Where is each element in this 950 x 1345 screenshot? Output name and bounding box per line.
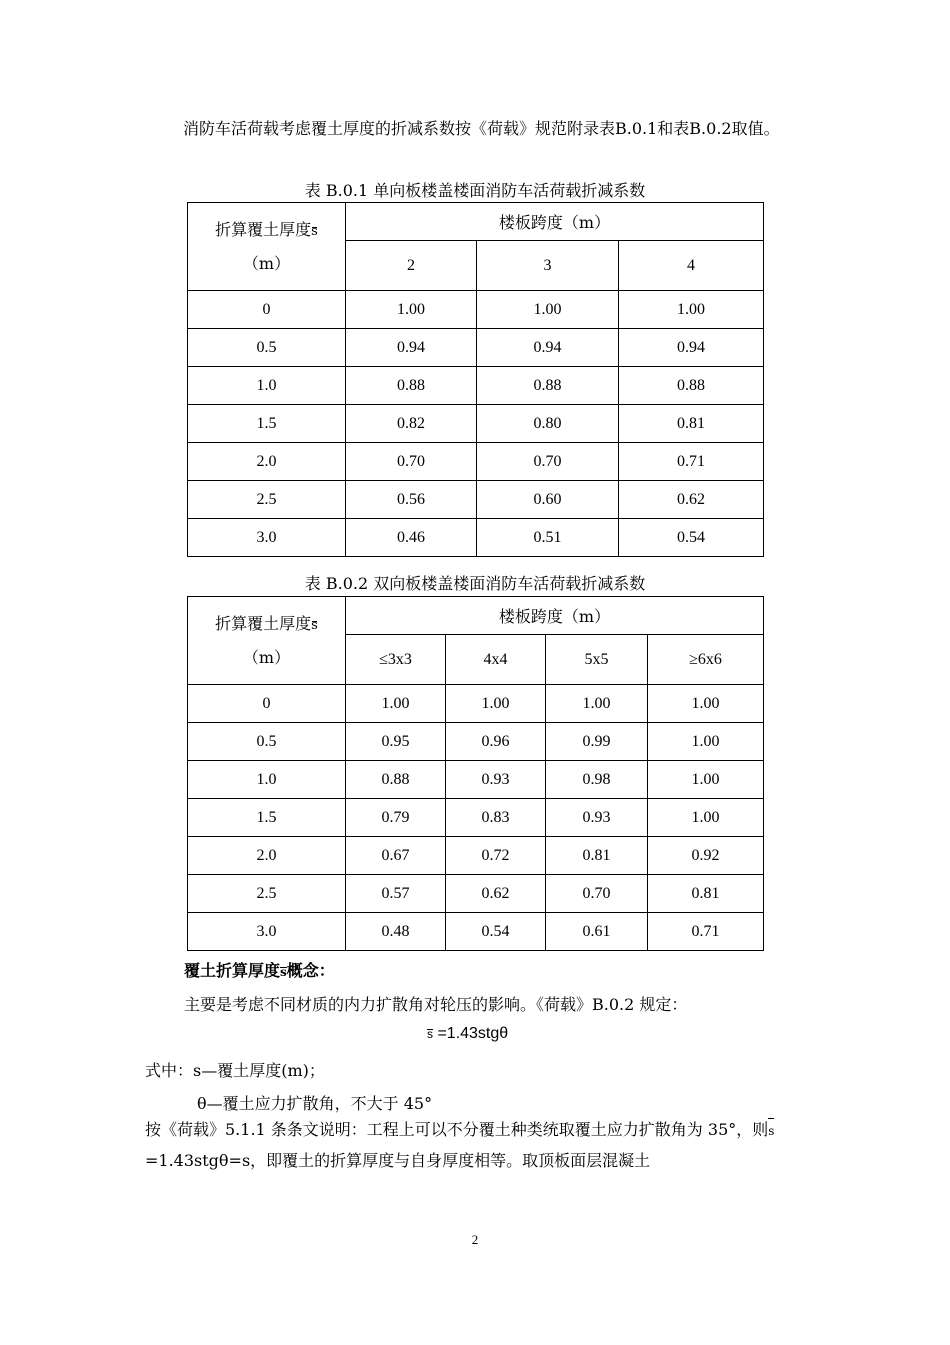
- factor-cell: 0.94: [346, 329, 477, 367]
- row-header-label: 折算覆土厚度: [215, 613, 312, 633]
- row-header-cell: [188, 597, 346, 685]
- factor-cell: 0.48: [346, 913, 446, 951]
- table-row: [188, 799, 764, 837]
- table2-caption: 表 B.0.2 双向板楼盖楼面消防车活荷载折减系数: [304, 574, 646, 593]
- factor-cell: 0.71: [648, 913, 764, 951]
- table-row: [188, 875, 764, 913]
- factor-cell: 0.88: [346, 367, 477, 405]
- depth-cell: 1.0: [188, 761, 346, 799]
- factor-cell: 0.93: [546, 799, 648, 837]
- factor-cell: 0.83: [446, 799, 546, 837]
- span-header: 楼板跨度（m）: [346, 597, 764, 635]
- factor-cell: 0.72: [446, 837, 546, 875]
- depth-cell: 0.5: [188, 723, 346, 761]
- table-row: [188, 723, 764, 761]
- table-row: [188, 329, 764, 367]
- factor-cell: 0.93: [446, 761, 546, 799]
- factor-cell: 0.81: [546, 837, 648, 875]
- s-bar-symbol: s: [768, 1116, 774, 1146]
- factor-cell: 0.88: [619, 367, 764, 405]
- factor-cell: 0.95: [346, 723, 446, 761]
- span-cell: ≥6x6: [648, 635, 764, 685]
- span-header: 楼板跨度（m）: [346, 203, 764, 241]
- factor-cell: 0.88: [346, 761, 446, 799]
- factor-cell: 1.00: [619, 291, 764, 329]
- depth-cell: 2.0: [188, 443, 346, 481]
- factor-cell: 0.94: [619, 329, 764, 367]
- factor-cell: 0.94: [477, 329, 619, 367]
- factor-cell: 0.57: [346, 875, 446, 913]
- factor-cell: 0.96: [446, 723, 546, 761]
- span-cell: 4: [619, 241, 764, 291]
- depth-cell: 0.5: [188, 329, 346, 367]
- factor-cell: 1.00: [648, 761, 764, 799]
- s-bar-symbol: s: [280, 965, 287, 979]
- factor-cell: 0.54: [446, 913, 546, 951]
- concept-heading: [184, 958, 335, 981]
- depth-cell: 1.0: [188, 367, 346, 405]
- factor-cell: 0.62: [619, 481, 764, 519]
- factor-cell: 0.60: [477, 481, 619, 519]
- factor-cell: 0.70: [346, 443, 477, 481]
- depth-cell: 2.5: [188, 875, 346, 913]
- page-number: 2: [471, 1232, 479, 1247]
- factor-cell: 0.54: [619, 519, 764, 557]
- factor-cell: 1.00: [648, 723, 764, 761]
- formula-rhs: =1.43stgθ: [433, 1025, 509, 1042]
- s-bar-symbol: s: [427, 1027, 433, 1041]
- factor-cell: 0.67: [346, 837, 446, 875]
- factor-cell: 1.00: [446, 685, 546, 723]
- concept-heading-text: 覆土折算厚度: [184, 961, 281, 980]
- span-cell: 4x4: [446, 635, 546, 685]
- table-row: [188, 685, 764, 723]
- factor-cell: 1.00: [648, 799, 764, 837]
- factor-cell: 0.71: [619, 443, 764, 481]
- factor-cell: 0.82: [346, 405, 477, 443]
- factor-cell: 0.98: [546, 761, 648, 799]
- factor-cell: 0.80: [477, 405, 619, 443]
- factor-cell: 0.56: [346, 481, 477, 519]
- table-row: [188, 481, 764, 519]
- factor-cell: 0.79: [346, 799, 446, 837]
- table-row: [188, 837, 764, 875]
- row-header-cell: [188, 203, 346, 291]
- row-header-label: 折算覆土厚度: [215, 219, 312, 239]
- depth-cell: 1.5: [188, 799, 346, 837]
- table1-caption: 表 B.0.1 单向板楼盖楼面消防车活荷载折减系数: [304, 181, 646, 200]
- table-row: [188, 519, 764, 557]
- span-cell: 3: [477, 241, 619, 291]
- factor-cell: 0.46: [346, 519, 477, 557]
- span-cell: 5x5: [546, 635, 648, 685]
- span-cell: ≤3x3: [346, 635, 446, 685]
- s-bar-symbol: s: [311, 223, 318, 239]
- factor-cell: 1.00: [546, 685, 648, 723]
- concept-description: 主要是考虑不同材质的内力扩散角对轮压的影响。《荷载》B.0.2 规定：: [184, 995, 688, 1014]
- table-row: [188, 291, 764, 329]
- factor-cell: 0.99: [546, 723, 648, 761]
- formula: [427, 1025, 508, 1043]
- factor-cell: 1.00: [346, 291, 477, 329]
- span-cell: 2: [346, 241, 477, 291]
- where-line: 式中：s—覆土厚度(m)；: [145, 1061, 325, 1080]
- factor-cell: 1.00: [346, 685, 446, 723]
- depth-cell: 3.0: [188, 519, 346, 557]
- factor-cell: 0.81: [648, 875, 764, 913]
- table-b01: [187, 202, 764, 557]
- depth-cell: 1.5: [188, 405, 346, 443]
- factor-cell: 0.92: [648, 837, 764, 875]
- depth-cell: 0: [188, 291, 346, 329]
- depth-cell: 2.0: [188, 837, 346, 875]
- table-b02: [187, 596, 764, 951]
- theta-line: θ—覆土应力扩散角，不大于 45°: [197, 1094, 433, 1113]
- concept-heading-suffix: 概念：: [286, 961, 335, 980]
- table-row: [188, 367, 764, 405]
- depth-cell: 2.5: [188, 481, 346, 519]
- closing-paragraph: [145, 1115, 813, 1176]
- table-row: [188, 913, 764, 951]
- depth-cell: 0: [188, 685, 346, 723]
- intro-paragraph: 消防车活荷载考虑覆土厚度的折减系数按《荷载》规范附录表B.0.1和表B.0.2取值。: [183, 119, 780, 138]
- factor-cell: 0.51: [477, 519, 619, 557]
- s-bar-symbol: s: [311, 617, 318, 633]
- closing-text-after: =1.43stgθ=s，即覆土的折算厚度与自身厚度相等。取顶板面层混凝土: [145, 1151, 651, 1170]
- factor-cell: 0.70: [477, 443, 619, 481]
- table-row: [188, 761, 764, 799]
- table-row: [188, 443, 764, 481]
- row-header-unit: （m）: [242, 647, 291, 667]
- factor-cell: 0.88: [477, 367, 619, 405]
- factor-cell: 0.62: [446, 875, 546, 913]
- factor-cell: 1.00: [477, 291, 619, 329]
- factor-cell: 0.70: [546, 875, 648, 913]
- row-header-unit: （m）: [242, 253, 291, 273]
- table-row: [188, 405, 764, 443]
- closing-text-before: 按《荷载》5.1.1 条条文说明：工程上可以不分覆土种类统取覆土应力扩散角为 35°，则: [145, 1120, 769, 1139]
- depth-cell: 3.0: [188, 913, 346, 951]
- factor-cell: 0.61: [546, 913, 648, 951]
- factor-cell: 1.00: [648, 685, 764, 723]
- factor-cell: 0.81: [619, 405, 764, 443]
